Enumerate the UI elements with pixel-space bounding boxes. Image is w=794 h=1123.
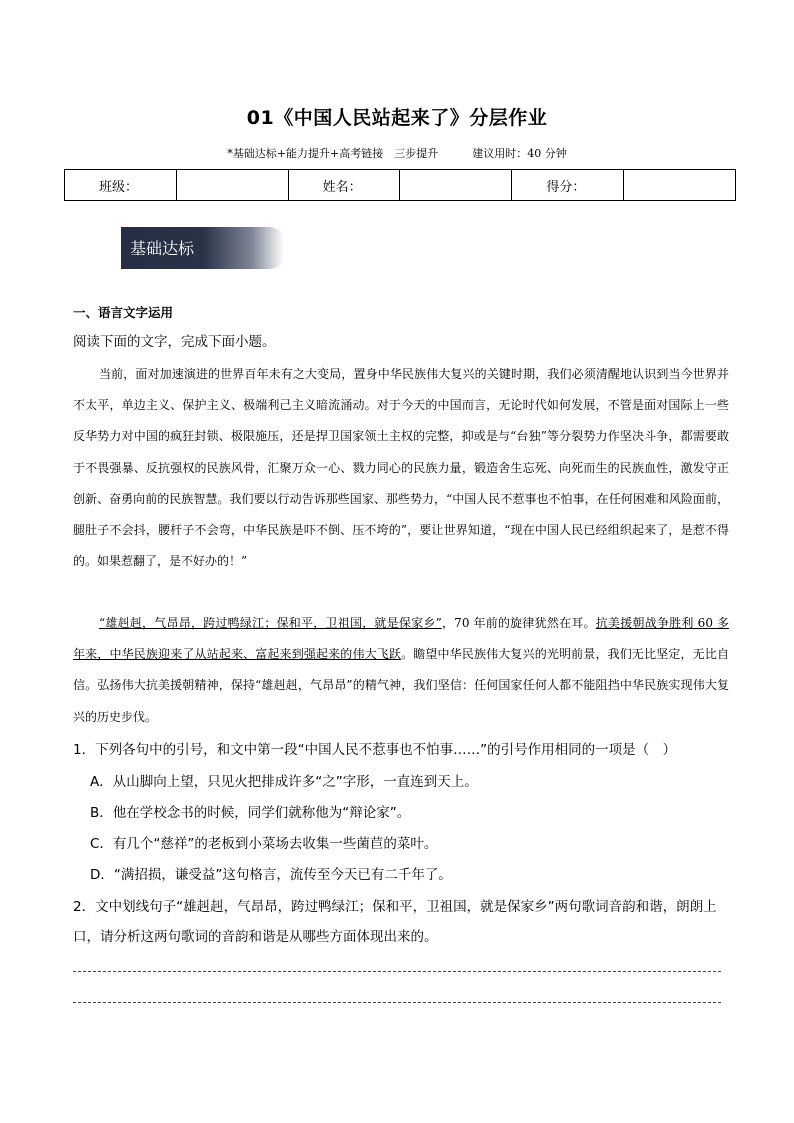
question-1-option-c[interactable]: C．有几个“慈祥”的老板到小菜场去收集一些菌苣的菜叶。 [90, 836, 438, 852]
name-label: 姓名： [288, 170, 400, 201]
subtitle-steps: *基础达标+能力提升+高考链接 三步提升 [227, 147, 439, 160]
section-banner-label: 基础达标 [130, 239, 195, 258]
passage-text: 。瞻望中华民族伟大复兴的光明前景，我们无比坚定，无比自信。弘扬伟大抗美援朝精神，保持“雄赳赳，气昂昂”的精气神，我们坚信：任何国家任何人都不能阻挡中华民族实现伟大复兴的历史步伐。 [73, 647, 729, 724]
passage-paragraph-2 [73, 608, 729, 733]
question-1-option-d[interactable]: D．“满招损，谦受益”这句格言，流传至今天已有二千年了。 [90, 867, 452, 883]
question-1-option-b[interactable]: B．他在学校念书的时候，同学们就称他为“辩论家”。 [90, 805, 411, 821]
class-field[interactable] [176, 170, 288, 201]
answer-line[interactable] [73, 971, 721, 972]
underlined-lyrics: “雄赳赳，气昂昂，跨过鸭绿江；保和平，卫祖国，就是保家乡” [99, 616, 442, 630]
passage-text: ，70 年前的旋律犹然在耳。 [441, 616, 596, 630]
subtitle [0, 145, 794, 161]
answer-line[interactable] [73, 1002, 721, 1003]
section-banner [121, 227, 284, 269]
question-2-stem: 2．文中划线句子“雄赳赳，气昂昂，跨过鸭绿江；保和平，卫祖国，就是保家乡”两句歌词音韵和谐，朗朗上口，请分析这两句歌词的音韵和谐是从哪些方面体现出来的。 [73, 899, 717, 945]
student-info-table [64, 169, 736, 201]
question-1-option-a[interactable]: A．从山脚向上望，只见火把排成许多“之”字形，一直连到天上。 [90, 774, 478, 790]
name-field[interactable] [400, 170, 512, 201]
subtitle-time: 建议用时：40 分钟 [472, 147, 567, 160]
underlined-sentence: 抗美援朝战争胜利 60 多年来，中华民族迎来了从站起来、富起来到强起来的伟大飞跃 [73, 616, 729, 662]
score-field[interactable] [624, 170, 736, 201]
passage-paragraph-1: 当前，面对加速演进的世界百年未有之大变局，置身中华民族伟大复兴的关键时期，我们必须清醒地认识到当今世界并不太平，单边主义、保护主义、极端利己主义暗流涌动。对于今天的中国而言，无论时代如何发展，不管是面对国际上一些反华势力对中国的疯狂封锁、极限施压，还是捍卫国家领土主权的完整，抑或是与“台独”等分裂势力作坚决斗争，都需要敢于不畏强暴、反抗强权的民族风骨，汇聚万众一心、戮力同心的民族力量，锻造舍生忘死、向死而生的民族血性，激发守正创新、奋勇向前的民族智慧。我们要以行动告诉那些国家、那些势力，“中国人民不惹事也不怕事，在任何困难和风险面前，腿肚子不会抖，腰杆子不会弯，中华民族是吓不倒、压不垮的”，要让世界知道，“现在中国人民已经组织起来了，是惹不得的。如果惹翻了，是不好办的！” [73, 367, 729, 569]
score-label: 得分： [512, 170, 624, 201]
class-label: 班级： [65, 170, 177, 201]
reading-instruction: 阅读下面的文字，完成下面小题。 [73, 334, 276, 350]
page-title: 01《中国人民站起来了》分层作业 [246, 107, 548, 129]
section-heading: 一、语言文字运用 [73, 305, 174, 320]
question-1-stem: 1．下列各句中的引号，和文中第一段“中国人民不惹事也不怕事……”的引号作用相同的一项是（ ） [73, 742, 677, 758]
